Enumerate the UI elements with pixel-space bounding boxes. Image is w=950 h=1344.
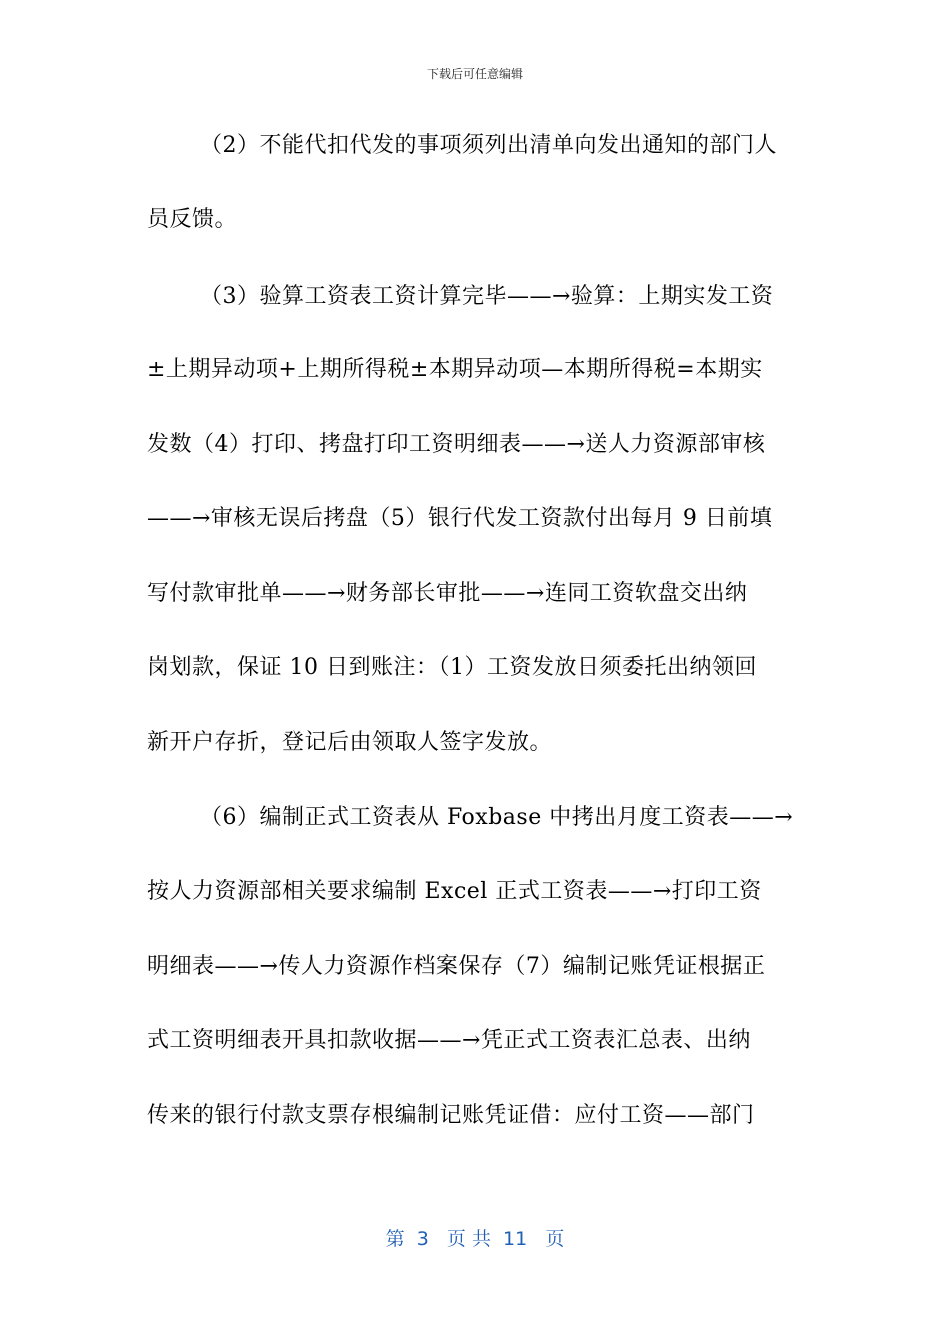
body-line-8: 岗划款，保证 10 日到账注：（1）工资发放日须委托出纳领回 bbox=[147, 655, 757, 680]
body-line-12: 明细表——→传人力资源作档案保存（7）编制记账凭证根据正 bbox=[147, 954, 766, 979]
body-line-9: 新开户存折，登记后由领取人签字发放。 bbox=[147, 730, 553, 755]
body-line-13: 式工资明细表开具扣款收据——→凭正式工资表汇总表、出纳 bbox=[147, 1028, 751, 1053]
body-line-7: 写付款审批单——→财务部长审批——→连同工资软盘交出纳 bbox=[147, 581, 748, 606]
body-line-4: ±上期异动项+上期所得税±本期异动项—本期所得税=本期实 bbox=[147, 357, 763, 382]
body-line-5: 发数（4）打印、拷盘打印工资明细表——→送人力资源部审核 bbox=[147, 432, 766, 457]
body-line-3: （3）验算工资表工资计算完毕——→验算：上期实发工资 bbox=[200, 284, 774, 309]
page-footer-pagination: 第 3 页 共 11 页 bbox=[385, 1228, 565, 1250]
body-line-11: 按人力资源部相关要求编制 Excel 正式工资表——→打印工资 bbox=[147, 879, 762, 904]
page-header: 下载后可任意编辑 bbox=[426, 67, 523, 81]
body-line-2: 员反馈。 bbox=[147, 207, 238, 232]
body-line-6: ——→审核无误后拷盘（5）银行代发工资款付出每月 9 日前填 bbox=[147, 506, 773, 531]
body-line-1: （2）不能代扣代发的事项须列出清单向发出通知的部门人 bbox=[200, 133, 777, 158]
body-line-10: （6）编制正式工资表从 Foxbase 中拷出月度工资表——→ bbox=[200, 805, 794, 830]
body-line-14: 传来的银行付款支票存根编制记账凭证借：应付工资——部门 bbox=[147, 1103, 755, 1128]
